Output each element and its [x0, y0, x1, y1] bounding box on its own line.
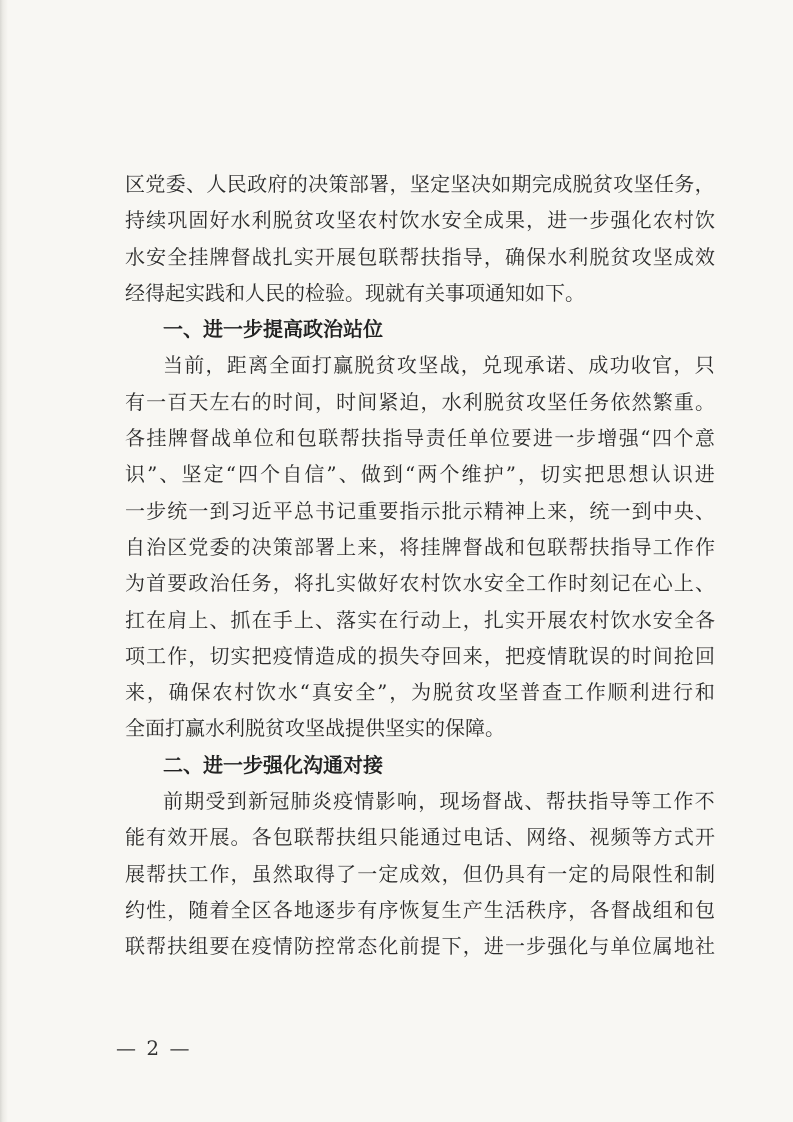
- text-line: 有 一 百 天 左 右 的 时 间 ， 时 间 紧 迫 ， 水 利 脱 贫 攻 坚 任 务 依 然 繁 重 。: [125, 389, 715, 414]
- text-line: 识 ” 、 坚 定 “ 四 个 自 信 ” 、 做 到 “ 两 个 维 护 ” ， 切 实 把 思 想 认 识 进: [125, 462, 715, 487]
- page-number: — 2 —: [116, 1036, 192, 1060]
- text-line: 项 工 作 ， 切 实 把 疫 情 造 成 的 损 失 夺 回 来 ， 把 疫 情 耽 误 的 时 间 抢 回: [125, 643, 715, 668]
- text-line: 前 期 受 到 新 冠 肺 炎 疫 情 影 响 ， 现 场 督 战 、 帮 扶 指 导 等 工 作 不: [163, 789, 715, 814]
- text-line: 当 前 ， 距 离 全 面 打 赢 脱 贫 攻 坚 战 ， 兑 现 承 诺 、 成 功 收 官 ， 只: [163, 353, 715, 378]
- text-line: 约 性 ， 随 着 全 区 各 地 逐 步 有 序 恢 复 生 产 生 活 秩 序 ， 各 督 战 组 和 包: [125, 897, 715, 922]
- text-line: 一 步 统 一 到 习 近 平 总 书 记 重 要 指 示 批 示 精 神 上 来 ， 统 一 到 中 央 、: [125, 498, 715, 523]
- text-line: 各 挂 牌 督 战 单 位 和 包 联 帮 扶 指 导 责 任 单 位 要 进 一 步 增 强 “ 四 个 意: [125, 426, 715, 451]
- text-line: 水 安 全 挂 牌 督 战 扎 实 开 展 包 联 帮 扶 指 导 ， 确 保 水 利 脱 贫 攻 坚 成 效: [125, 244, 715, 269]
- text-line: 区 党 委 、 人 民 政 府 的 决 策 部 署 ， 坚 定 坚 决 如 期 完 成 脱 贫 攻 坚 任 务 ，: [125, 172, 715, 196]
- text-line: 经得起实践和人民的检验。现就有关事项通知如下。: [125, 280, 585, 305]
- text-line: 展 帮 扶 工 作 ， 虽 然 取 得 了 一 定 成 效 ， 但 仍 具 有 一 定 的 局 限 性 和 制: [125, 861, 715, 886]
- section-heading: 二、进一步强化沟通对接: [163, 752, 383, 777]
- text-line: 全面打赢水利脱贫攻坚战提供坚实的保障。: [125, 716, 505, 741]
- text-line: 自 治 区 党 委 的 决 策 部 署 上 来 ， 将 挂 牌 督 战 和 包 联 帮 扶 指 导 工 作 作: [125, 534, 715, 559]
- text-line: 持 续 巩 固 好 水 利 脱 贫 攻 坚 农 村 饮 水 安 全 成 果 ， 进 一 步 强 化 农 村 饮: [125, 208, 715, 233]
- text-line: 来 ， 确 保 农 村 饮 水 “ 真 安 全 ” ， 为 脱 贫 攻 坚 普 查 工 作 顺 利 进 行 和: [125, 680, 715, 705]
- section-heading: 一、进一步提高政治站位: [163, 317, 383, 342]
- text-line: 为 首 要 政 治 任 务 ， 将 扎 实 做 好 农 村 饮 水 安 全 工 作 时 刻 记 在 心 上 、: [125, 571, 715, 596]
- document-body: [125, 166, 715, 965]
- text-line: 扛 在 肩 上 、 抓 在 手 上 、 落 实 在 行 动 上 ， 扎 实 开 展 农 村 饮 水 安 全 各: [125, 607, 715, 632]
- text-line: 联 帮 扶 组 要 在 疫 情 防 控 常 态 化 前 提 下 ， 进 一 步 强 化 与 单 位 属 地 社: [125, 934, 715, 959]
- text-line: 能 有 效 开 展 。 各 包 联 帮 扶 组 只 能 通 过 电 话 、 网 络 、 视 频 等 方 式 开: [125, 825, 715, 850]
